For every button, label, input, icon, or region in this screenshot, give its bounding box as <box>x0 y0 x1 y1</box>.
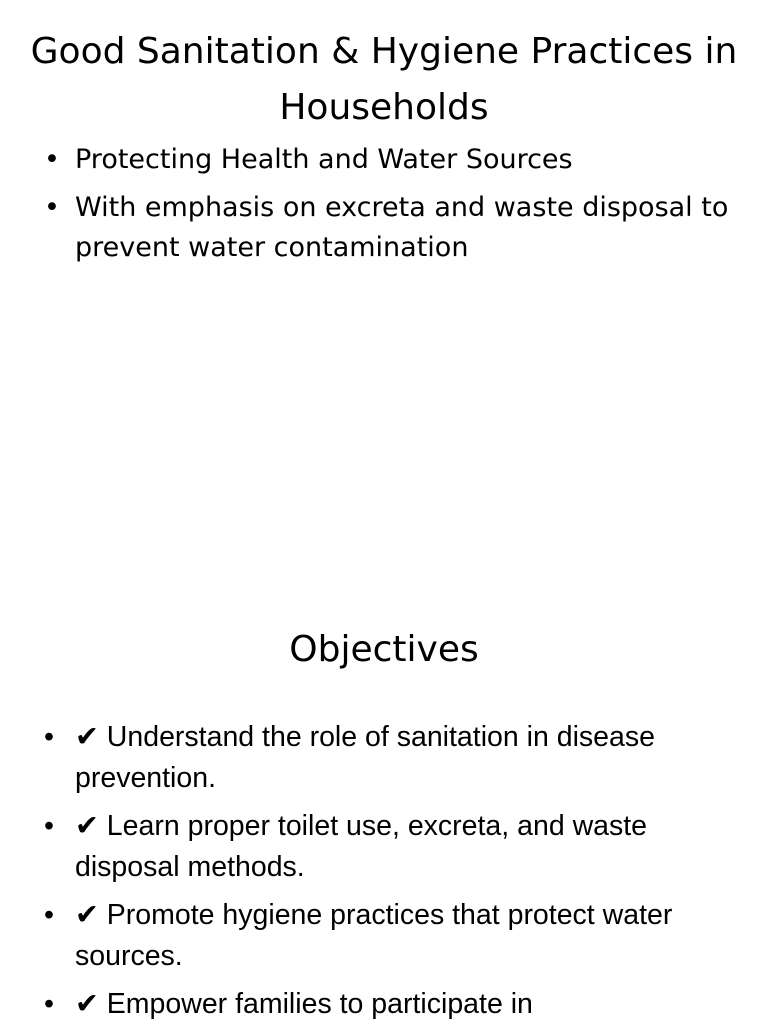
bullet-marker: • <box>44 810 54 842</box>
objective-text: ✔ Empower families to participate in <box>75 988 533 1020</box>
objective-item <box>44 984 734 1025</box>
bullet-text: With emphasis on excreta and waste disposal to prevent water contamination <box>75 192 729 263</box>
bullet-item <box>44 140 734 180</box>
bullet-marker: • <box>44 144 60 175</box>
bullet-marker: • <box>44 988 54 1020</box>
objective-text: ✔ Learn proper toilet use, excreta, and waste disposal methods. <box>75 810 648 883</box>
objectives-list <box>44 717 734 1032</box>
bullet-marker: • <box>44 899 54 931</box>
objective-item <box>44 717 734 799</box>
objective-item <box>44 895 734 977</box>
bullet-marker: • <box>44 192 60 223</box>
bullet-marker: • <box>44 721 54 753</box>
objective-item <box>44 806 734 888</box>
bullet-item <box>44 188 734 268</box>
objective-text: ✔ Promote hygiene practices that protect water sources. <box>75 899 673 972</box>
objectives-slide <box>0 600 768 1024</box>
bullet-list <box>44 140 734 276</box>
objective-text: ✔ Understand the role of sanitation in disease prevention. <box>75 721 655 794</box>
slide-title: Objectives <box>289 629 479 670</box>
bullet-text: Protecting Health and Water Sources <box>75 144 573 175</box>
slide-title: Good Sanitation & Hygiene Practices in Households <box>30 31 738 128</box>
